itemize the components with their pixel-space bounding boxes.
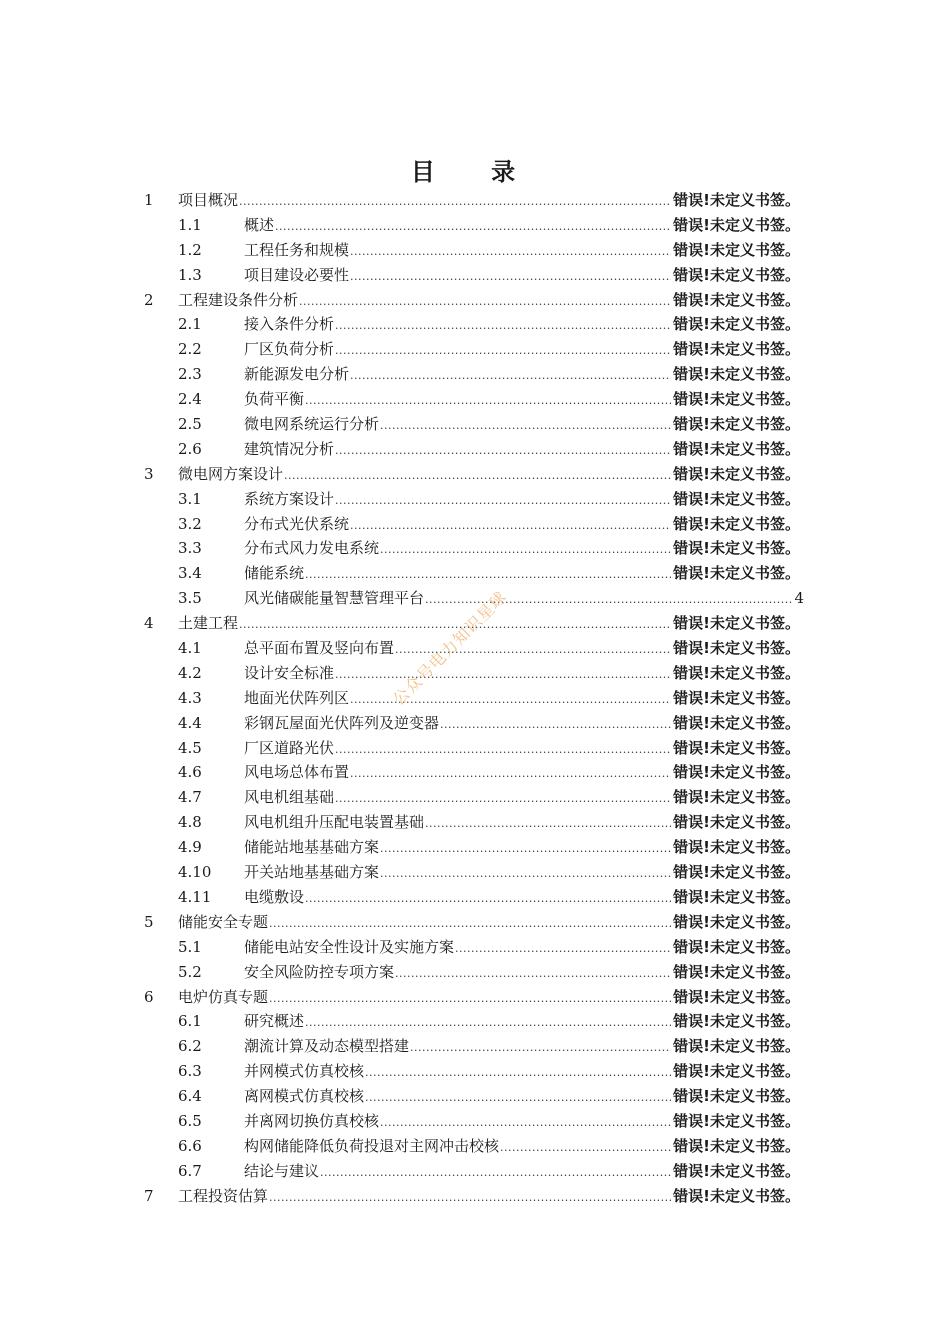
toc-entry-number: 4 bbox=[144, 614, 154, 633]
toc-entry-number: 6.3 bbox=[178, 1062, 202, 1081]
toc-entry-number: 4.10 bbox=[178, 863, 212, 882]
toc-entry-number: 6 bbox=[144, 987, 154, 1006]
toc-entry[interactable] bbox=[0, 437, 950, 462]
toc-entry-number: 4.9 bbox=[178, 838, 202, 857]
toc-dot-leader bbox=[335, 487, 671, 512]
toc-entry-number: 2.3 bbox=[178, 365, 202, 384]
toc-entry[interactable] bbox=[0, 661, 950, 686]
toc-entry[interactable] bbox=[0, 312, 950, 337]
toc-entry-number: 2 bbox=[144, 290, 154, 309]
toc-dot-leader bbox=[299, 288, 671, 313]
toc-entry-title: 建筑情况分析 bbox=[244, 439, 335, 458]
toc-entry[interactable] bbox=[0, 1159, 950, 1184]
toc-entry-page: 错误!未定义书签。 bbox=[673, 1012, 800, 1031]
toc-entry[interactable] bbox=[0, 636, 950, 661]
toc-entry[interactable] bbox=[0, 1184, 950, 1209]
toc-entry-title: 负荷平衡 bbox=[244, 390, 305, 409]
toc-entry[interactable] bbox=[0, 512, 950, 537]
toc-entry[interactable] bbox=[0, 1059, 950, 1084]
toc-entry-page: 错误!未定义书签。 bbox=[673, 1111, 800, 1130]
toc-entry-number: 2.5 bbox=[178, 415, 202, 434]
toc-entry-page: 错误!未定义书签。 bbox=[673, 1186, 800, 1205]
toc-entry-number: 7 bbox=[144, 1186, 154, 1205]
toc-entry[interactable] bbox=[0, 860, 950, 885]
toc-entry-title: 微电网方案设计 bbox=[178, 464, 284, 483]
toc-entry[interactable] bbox=[0, 337, 950, 362]
toc-entry-page: 错误!未定义书签。 bbox=[673, 365, 800, 384]
toc-entry-title: 工程任务和规模 bbox=[244, 240, 350, 259]
toc-dot-leader bbox=[269, 910, 671, 935]
toc-entry-number: 3.4 bbox=[178, 564, 202, 583]
toc-entry-title: 风电场总体布置 bbox=[244, 763, 350, 782]
toc-entry[interactable] bbox=[0, 536, 950, 561]
toc-entry[interactable] bbox=[0, 910, 950, 935]
toc-dot-leader bbox=[239, 188, 671, 213]
toc-entry-page: 错误!未定义书签。 bbox=[673, 564, 800, 583]
toc-entry-number: 6.6 bbox=[178, 1136, 202, 1155]
toc-dot-leader bbox=[335, 661, 671, 686]
toc-entry-title: 接入条件分析 bbox=[244, 315, 335, 334]
toc-entry-page: 错误!未定义书签。 bbox=[673, 1037, 800, 1056]
toc-entry-page: 错误!未定义书签。 bbox=[673, 912, 800, 931]
toc-entry-number: 5.2 bbox=[178, 962, 202, 981]
toc-entry-page: 错误!未定义书签。 bbox=[673, 1062, 800, 1081]
toc-entry-title: 分布式风力发电系统 bbox=[244, 539, 380, 558]
watermark: 公众号电力知识星球 bbox=[388, 587, 511, 709]
toc-entry[interactable] bbox=[0, 238, 950, 263]
toc-entry-number: 6.7 bbox=[178, 1161, 202, 1180]
toc-dot-leader bbox=[305, 885, 671, 910]
toc-dot-leader bbox=[350, 238, 671, 263]
toc-entry-page: 错误!未定义书签。 bbox=[673, 887, 800, 906]
toc-entry-page: 错误!未定义书签。 bbox=[673, 215, 800, 234]
toc-entry-title: 电缆敷设 bbox=[244, 887, 305, 906]
toc-entry-number: 2.6 bbox=[178, 439, 202, 458]
toc-entry-number: 5 bbox=[144, 912, 154, 931]
toc-dot-leader bbox=[335, 312, 671, 337]
toc-entry-page: 错误!未定义书签。 bbox=[673, 1136, 800, 1155]
toc-entry-number: 6.2 bbox=[178, 1037, 202, 1056]
toc-entry-title: 储能安全专题 bbox=[178, 912, 269, 931]
toc-entry[interactable] bbox=[0, 561, 950, 586]
toc-dot-leader bbox=[335, 785, 671, 810]
toc-entry[interactable] bbox=[0, 412, 950, 437]
toc-entry-number: 4.8 bbox=[178, 813, 202, 832]
toc-dot-leader bbox=[380, 1109, 671, 1134]
toc-entry-title: 系统方案设计 bbox=[244, 489, 335, 508]
toc-entry-number: 1.3 bbox=[178, 265, 202, 284]
toc-dot-leader bbox=[335, 337, 671, 362]
toc-entry-page: 错误!未定义书签。 bbox=[673, 1161, 800, 1180]
toc-entry-page: 错误!未定义书签。 bbox=[673, 1087, 800, 1106]
toc-entry[interactable] bbox=[0, 960, 950, 985]
toc-entry-title: 工程投资估算 bbox=[178, 1186, 269, 1205]
toc-entry-number: 4.3 bbox=[178, 688, 202, 707]
toc-entry-title: 彩钢瓦屋面光伏阵列及逆变器 bbox=[244, 713, 440, 732]
toc-entry-page: 错误!未定义书签。 bbox=[673, 937, 800, 956]
toc-entry-page: 错误!未定义书签。 bbox=[673, 688, 800, 707]
toc-entry[interactable] bbox=[0, 387, 950, 412]
toc-entry-page: 错误!未定义书签。 bbox=[673, 763, 800, 782]
toc-entry-title: 离网模式仿真校核 bbox=[244, 1087, 365, 1106]
toc-entry-page: 错误!未定义书签。 bbox=[673, 663, 800, 682]
toc-entry-page: 错误!未定义书签。 bbox=[673, 863, 800, 882]
toc-entry-page: 错误!未定义书签。 bbox=[673, 191, 800, 209]
toc-entry-page: 错误!未定义书签。 bbox=[673, 315, 800, 334]
toc-entry[interactable] bbox=[0, 835, 950, 860]
toc-entry-page: 错误!未定义书签。 bbox=[673, 489, 800, 508]
toc-entry[interactable] bbox=[0, 188, 950, 213]
toc-entry-page: 错误!未定义书签。 bbox=[673, 539, 800, 558]
toc-entry-title: 项目概况 bbox=[178, 191, 239, 209]
toc-entry[interactable] bbox=[0, 1134, 950, 1159]
toc-entry-number: 4.4 bbox=[178, 713, 202, 732]
toc-entry-title: 厂区负荷分析 bbox=[244, 340, 335, 359]
toc-entry-number: 6.5 bbox=[178, 1111, 202, 1130]
toc-entry-number: 2.1 bbox=[178, 315, 202, 334]
toc-dot-leader bbox=[395, 960, 671, 985]
toc-entry[interactable] bbox=[0, 487, 950, 512]
toc-title: 目 录 bbox=[410, 158, 540, 186]
toc-dot-leader bbox=[269, 985, 671, 1010]
toc-entry-page: 错误!未定义书签。 bbox=[673, 464, 800, 483]
toc-entry[interactable] bbox=[0, 785, 950, 810]
toc-dot-leader bbox=[320, 1159, 671, 1184]
toc-entry-title: 概述 bbox=[244, 215, 275, 234]
toc-entry[interactable] bbox=[0, 288, 950, 313]
toc-entry-title: 研究概述 bbox=[244, 1012, 305, 1031]
toc-entry-title: 微电网系统运行分析 bbox=[244, 415, 380, 434]
toc-entry-page: 错误!未定义书签。 bbox=[673, 514, 800, 533]
toc-entry-page: 错误!未定义书签。 bbox=[673, 390, 800, 409]
toc-dot-leader bbox=[380, 536, 671, 561]
toc-entry-title: 结论与建议 bbox=[244, 1161, 320, 1180]
toc-entry[interactable] bbox=[0, 1109, 950, 1134]
toc-entry-page: 错误!未定义书签。 bbox=[673, 838, 800, 857]
toc-entry-number: 2.4 bbox=[178, 390, 202, 409]
toc-entry-page: 错误!未定义书签。 bbox=[673, 439, 800, 458]
toc-dot-leader bbox=[350, 760, 671, 785]
toc-entry[interactable] bbox=[0, 362, 950, 387]
toc-entry-title: 风电机组升压配电装置基础 bbox=[244, 813, 425, 832]
toc-entry[interactable] bbox=[0, 462, 950, 487]
toc-entry-title: 并离网切换仿真校核 bbox=[244, 1111, 380, 1130]
toc-entry-number: 6.4 bbox=[178, 1087, 202, 1106]
toc-entry-page: 错误!未定义书签。 bbox=[673, 415, 800, 434]
toc-entry-title: 总平面布置及竖向布置 bbox=[244, 639, 395, 658]
toc-entry-title: 工程建设条件分析 bbox=[178, 290, 299, 309]
toc-entry-page: 错误!未定义书签。 bbox=[673, 290, 800, 309]
toc-entry[interactable] bbox=[0, 711, 950, 736]
toc-dot-leader bbox=[440, 711, 671, 736]
toc-dot-leader bbox=[365, 1059, 671, 1084]
toc-entry-title: 并网模式仿真校核 bbox=[244, 1062, 365, 1081]
toc-entry-page: 错误!未定义书签。 bbox=[673, 265, 800, 284]
toc-dot-leader bbox=[275, 213, 671, 238]
toc-entry-number: 4.7 bbox=[178, 788, 202, 807]
toc-entry-number: 4.2 bbox=[178, 663, 202, 682]
toc-entry[interactable] bbox=[0, 263, 950, 288]
toc-entry-title: 电炉仿真专题 bbox=[178, 987, 269, 1006]
toc-dot-leader bbox=[350, 512, 671, 537]
toc-dot-leader bbox=[305, 387, 671, 412]
toc-entry-number: 1.2 bbox=[178, 240, 202, 259]
toc-entry-title: 储能站地基基础方案 bbox=[244, 838, 380, 857]
toc-entry-page: 错误!未定义书签。 bbox=[673, 962, 800, 981]
toc-entry[interactable] bbox=[0, 985, 950, 1010]
toc-entry-title: 厂区道路光伏 bbox=[244, 738, 335, 757]
toc-entry-page: 错误!未定义书签。 bbox=[673, 639, 800, 658]
toc-entry[interactable] bbox=[0, 885, 950, 910]
toc-entry-title: 风电机组基础 bbox=[244, 788, 335, 807]
toc-entry-number: 4.5 bbox=[178, 738, 202, 757]
toc-entry-page: 错误!未定义书签。 bbox=[673, 987, 800, 1006]
toc-entry-title: 潮流计算及动态模型搭建 bbox=[244, 1037, 410, 1056]
toc-entry-number: 6.1 bbox=[178, 1012, 202, 1031]
toc-entry-number: 4.11 bbox=[178, 887, 212, 906]
toc-entry[interactable] bbox=[0, 760, 950, 785]
toc-dot-leader bbox=[335, 736, 671, 761]
toc-entry-title: 土建工程 bbox=[178, 614, 239, 633]
toc-entry[interactable] bbox=[0, 1034, 950, 1059]
toc-entry-number: 3.1 bbox=[178, 489, 202, 508]
toc-dot-leader bbox=[425, 810, 671, 835]
toc-entry-page: 错误!未定义书签。 bbox=[673, 738, 800, 757]
toc-entry-page: 错误!未定义书签。 bbox=[673, 813, 800, 832]
toc-dot-leader bbox=[284, 462, 671, 487]
toc-entry-title: 新能源发电分析 bbox=[244, 365, 350, 384]
toc-entry[interactable] bbox=[0, 213, 950, 238]
toc-dot-leader bbox=[380, 835, 671, 860]
toc-entry[interactable] bbox=[0, 935, 950, 960]
toc-entry-title: 开关站地基基础方案 bbox=[244, 863, 380, 882]
toc-entry-title: 构网储能降低负荷投退对主网冲击校核 bbox=[244, 1136, 500, 1155]
toc-entry-number: 3 bbox=[144, 464, 154, 483]
toc-entry[interactable] bbox=[0, 1084, 950, 1109]
toc-dot-leader bbox=[350, 362, 671, 387]
toc-dot-leader bbox=[365, 1084, 671, 1109]
toc-dot-leader bbox=[380, 860, 671, 885]
toc-entry-number: 1.1 bbox=[178, 215, 202, 234]
toc-entry-page: 4 bbox=[794, 589, 804, 608]
toc-entry-title: 储能系统 bbox=[244, 564, 305, 583]
table-of-contents bbox=[0, 188, 950, 1209]
toc-dot-leader bbox=[350, 263, 671, 288]
toc-dot-leader bbox=[410, 1034, 671, 1059]
toc-entry[interactable] bbox=[0, 686, 950, 711]
toc-entry-title: 分布式光伏系统 bbox=[244, 514, 350, 533]
toc-entry-number: 3.2 bbox=[178, 514, 202, 533]
toc-entry-title: 设计安全标准 bbox=[244, 663, 335, 682]
toc-entry-number: 5.1 bbox=[178, 937, 202, 956]
toc-entry-page: 错误!未定义书签。 bbox=[673, 788, 800, 807]
toc-entry-page: 错误!未定义书签。 bbox=[673, 614, 800, 633]
toc-entry-title: 储能电站安全性设计及实施方案 bbox=[244, 937, 455, 956]
toc-dot-leader bbox=[269, 1184, 671, 1209]
toc-entry-number: 3.5 bbox=[178, 589, 202, 608]
toc-entry-title: 地面光伏阵列区 bbox=[244, 688, 350, 707]
toc-entry-page: 错误!未定义书签。 bbox=[673, 340, 800, 359]
toc-entry-title: 风光储碳能量智慧管理平台 bbox=[244, 589, 425, 608]
toc-entry-title: 安全风险防控专项方案 bbox=[244, 962, 395, 981]
toc-entry-page: 错误!未定义书签。 bbox=[673, 713, 800, 732]
toc-entry[interactable] bbox=[0, 1009, 950, 1034]
toc-entry-title: 项目建设必要性 bbox=[244, 265, 350, 284]
toc-entry-number: 4.1 bbox=[178, 639, 202, 658]
toc-dot-leader bbox=[380, 412, 671, 437]
toc-entry-number: 2.2 bbox=[178, 340, 202, 359]
toc-dot-leader bbox=[335, 437, 671, 462]
toc-dot-leader bbox=[305, 1009, 671, 1034]
toc-dot-leader bbox=[305, 561, 671, 586]
toc-dot-leader bbox=[455, 935, 671, 960]
toc-entry[interactable] bbox=[0, 810, 950, 835]
toc-entry[interactable] bbox=[0, 736, 950, 761]
toc-entry-number: 3.3 bbox=[178, 539, 202, 558]
toc-entry-page: 错误!未定义书签。 bbox=[673, 240, 800, 259]
toc-dot-leader bbox=[500, 1134, 671, 1159]
toc-entry-number: 4.6 bbox=[178, 763, 202, 782]
toc-entry-number: 1 bbox=[144, 191, 154, 209]
